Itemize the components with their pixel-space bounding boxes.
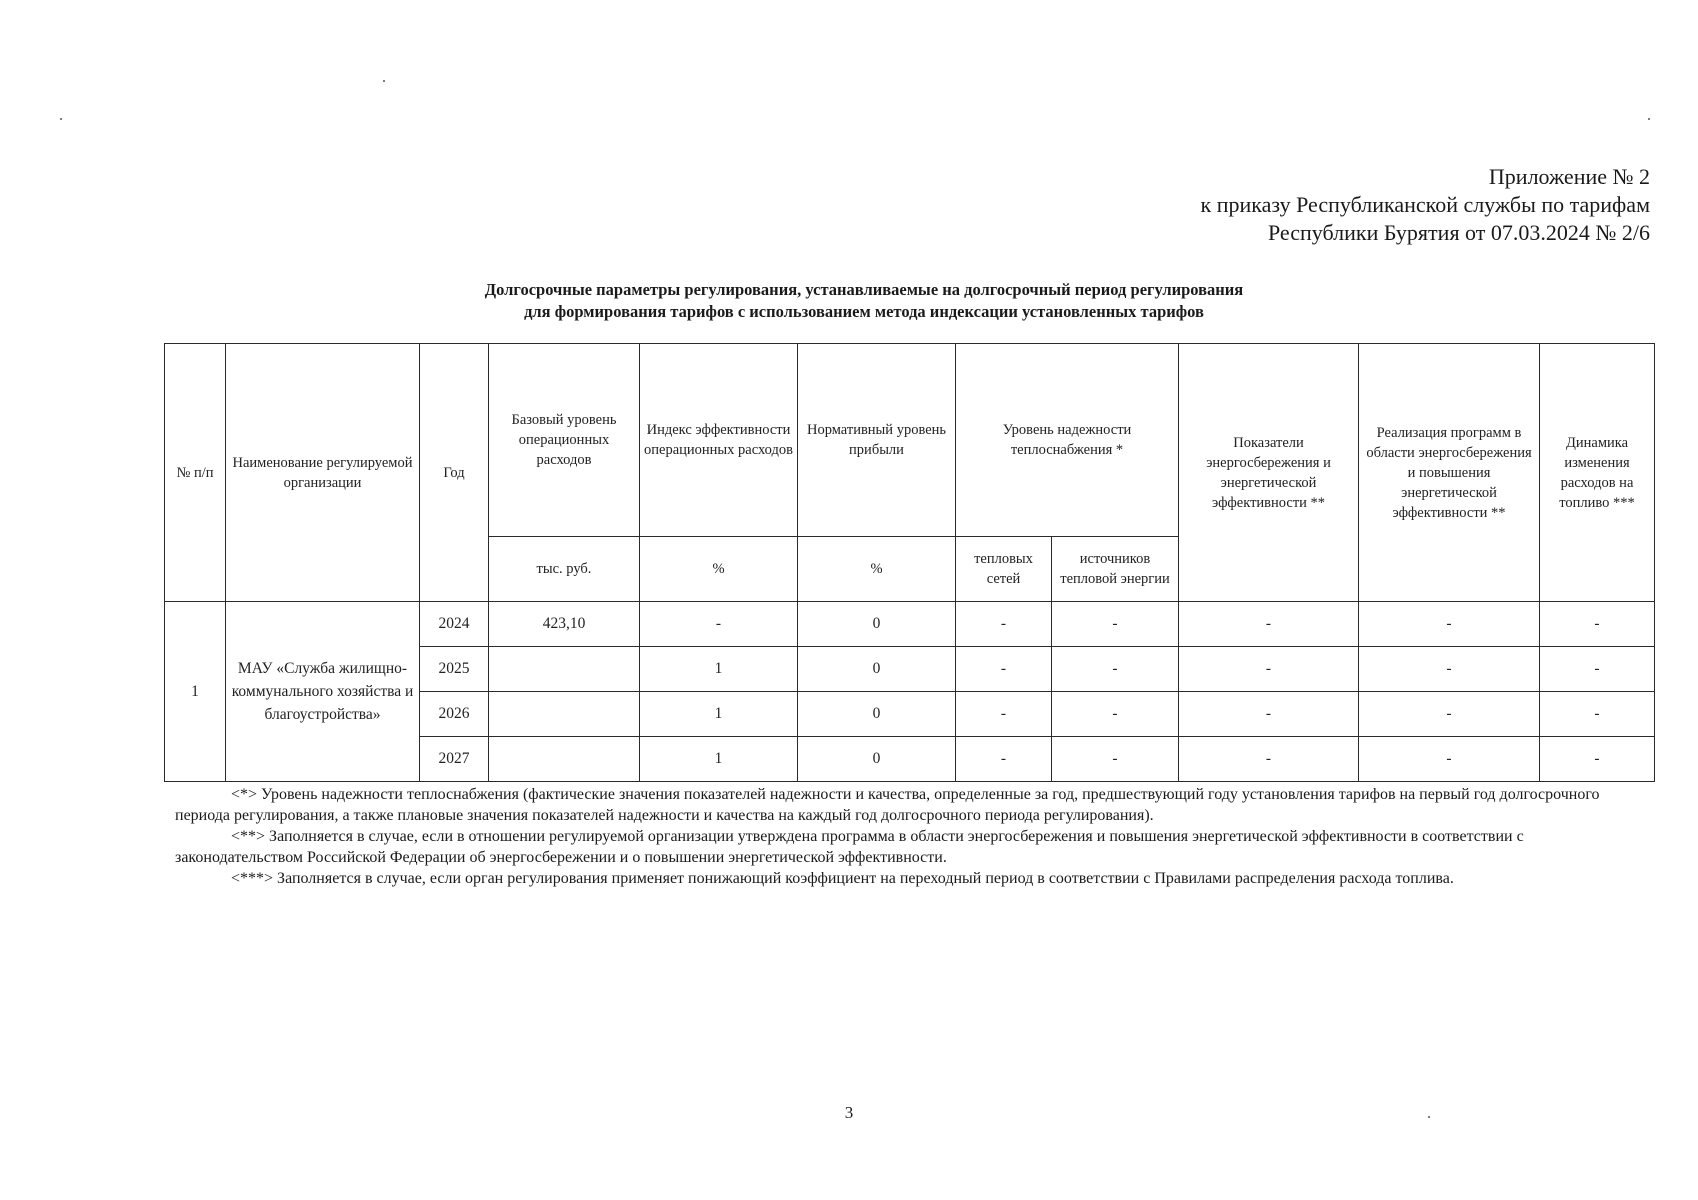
appendix-line-3: Республики Бурятия от 07.03.2024 № 2/6 bbox=[1267, 220, 1650, 245]
cell-base bbox=[489, 647, 640, 692]
header-base-opex: Базовый уровень операционных расходов bbox=[489, 344, 640, 537]
cell-sources: - bbox=[1052, 737, 1179, 782]
cell-base: 423,10 bbox=[489, 602, 640, 647]
cell-fuel: - bbox=[1540, 602, 1655, 647]
cell-networks: - bbox=[956, 647, 1052, 692]
appendix-reference bbox=[1201, 163, 1650, 247]
footnotes bbox=[175, 784, 1635, 889]
cell-base bbox=[489, 737, 640, 782]
header-org: Наименование регулируемой организации bbox=[226, 344, 420, 602]
header-energy-saving: Показатели энергосбережения и энергетической эффективности ** bbox=[1179, 344, 1359, 602]
scan-speck bbox=[383, 80, 385, 82]
cell-energy: - bbox=[1179, 602, 1359, 647]
unit-index: % bbox=[640, 537, 798, 602]
cell-profit: 0 bbox=[798, 737, 956, 782]
footnote-energy-saving: <**> Заполняется в случае, если в отношении регулируемой организации утверждена программа в области энергосбережения и повышения энергетической эффективности в соответствии с законодательством Российской Федерации об энергосбережении и о повышении энергетической эффективности. bbox=[175, 828, 1524, 866]
footnote-reliability: <*> Уровень надежности теплоснабжения (фактические значения показателей надежности и качества, определенные за год, предшествующий году установления тарифов на первый год долгосрочного периода регулирования, а также плановые значения показателей надежности и качества на каждый год долгосрочного периода регулирования). bbox=[175, 786, 1600, 824]
cell-profit: 0 bbox=[798, 692, 956, 737]
cell-year: 2027 bbox=[420, 737, 489, 782]
appendix-line-1: Приложение № 2 bbox=[1488, 164, 1650, 189]
appendix-line-2: к приказу Республиканской службы по тарифам bbox=[1200, 192, 1650, 217]
header-efficiency-index: Индекс эффективности операционных расходов bbox=[640, 344, 798, 537]
header-fuel: Динамика изменения расходов на топливо *** bbox=[1540, 344, 1655, 602]
cell-energy: - bbox=[1179, 692, 1359, 737]
unit-base: тыс. руб. bbox=[489, 537, 640, 602]
footnote-fuel: <***> Заполняется в случае, если орган регулирования применяет понижающий коэффициент на переходный период в соответствии с Правилами распределения расхода топлива. bbox=[231, 870, 1454, 887]
cell-fuel: - bbox=[1540, 737, 1655, 782]
cell-programs: - bbox=[1359, 602, 1540, 647]
unit-sources: источников тепловой энергии bbox=[1052, 537, 1179, 602]
header-year: Год bbox=[420, 344, 489, 602]
cell-index: - bbox=[640, 602, 798, 647]
header-programs: Реализация программ в области энергосбережения и повышения энергетической эффективности ** bbox=[1359, 344, 1540, 602]
cell-profit: 0 bbox=[798, 647, 956, 692]
cell-networks: - bbox=[956, 737, 1052, 782]
document-title bbox=[0, 279, 1698, 323]
org-name: МАУ «Служба жилищно-коммунального хозяйства и благоустройства» bbox=[226, 602, 420, 782]
header-row bbox=[165, 344, 1655, 537]
header-num: № п/п bbox=[165, 344, 226, 602]
cell-year: 2025 bbox=[420, 647, 489, 692]
cell-programs: - bbox=[1359, 692, 1540, 737]
cell-energy: - bbox=[1179, 737, 1359, 782]
unit-profit: % bbox=[798, 537, 956, 602]
cell-index: 1 bbox=[640, 692, 798, 737]
cell-programs: - bbox=[1359, 737, 1540, 782]
cell-energy: - bbox=[1179, 647, 1359, 692]
cell-sources: - bbox=[1052, 692, 1179, 737]
scan-speck bbox=[1648, 118, 1650, 120]
cell-profit: 0 bbox=[798, 602, 956, 647]
cell-networks: - bbox=[956, 692, 1052, 737]
cell-base bbox=[489, 692, 640, 737]
scan-speck bbox=[60, 118, 62, 120]
table-row bbox=[165, 602, 1655, 647]
cell-year: 2026 bbox=[420, 692, 489, 737]
page-number: 3 bbox=[844, 1103, 854, 1122]
title-line-2: для формирования тарифов с использованием метода индексации установленных тарифов bbox=[524, 302, 1204, 321]
header-reliability: Уровень надежности теплоснабжения * bbox=[956, 344, 1179, 537]
title-line-1: Долгосрочные параметры регулирования, устанавливаемые на долгосрочный период регулирования bbox=[484, 280, 1244, 299]
cell-fuel: - bbox=[1540, 692, 1655, 737]
org-number: 1 bbox=[165, 602, 226, 782]
cell-networks: - bbox=[956, 602, 1052, 647]
parameters-table bbox=[164, 343, 1655, 782]
cell-sources: - bbox=[1052, 602, 1179, 647]
cell-index: 1 bbox=[640, 737, 798, 782]
header-profit: Нормативный уровень прибыли bbox=[798, 344, 956, 537]
cell-sources: - bbox=[1052, 647, 1179, 692]
cell-programs: - bbox=[1359, 647, 1540, 692]
cell-index: 1 bbox=[640, 647, 798, 692]
unit-networks: тепловых сетей bbox=[956, 537, 1052, 602]
cell-year: 2024 bbox=[420, 602, 489, 647]
cell-fuel: - bbox=[1540, 647, 1655, 692]
